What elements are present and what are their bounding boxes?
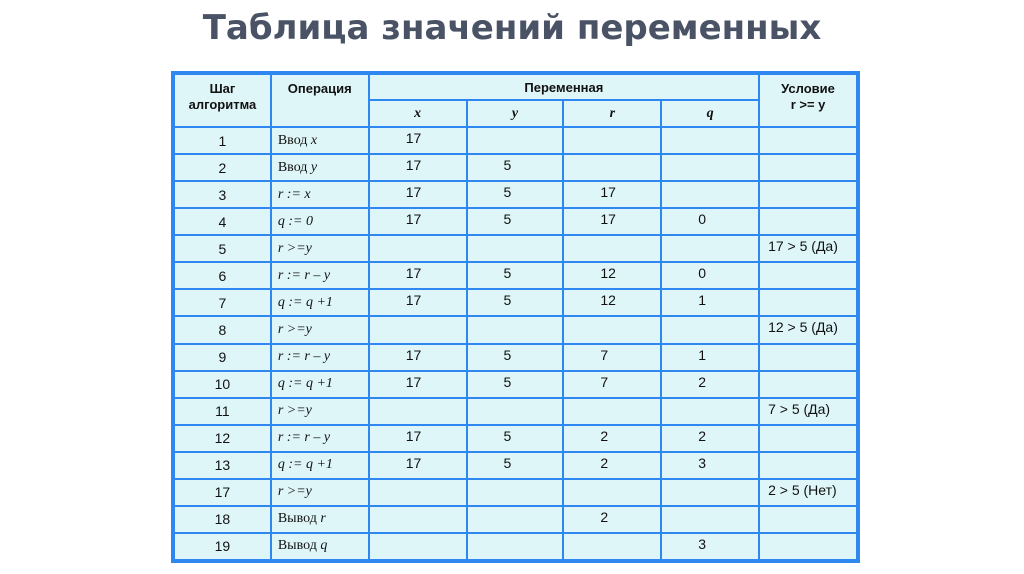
- cell-step: 19: [175, 534, 270, 559]
- cell-step: 3: [175, 182, 270, 207]
- cell-condition: [760, 290, 856, 315]
- cell-y: 5: [468, 182, 563, 207]
- cell-r: 2: [564, 453, 660, 478]
- cell-step: 4: [175, 209, 270, 234]
- cell-q: [662, 480, 758, 505]
- cell-operation: [272, 453, 368, 478]
- table-row: [175, 128, 856, 153]
- cell-q: 3: [662, 534, 758, 559]
- table-row: [175, 453, 856, 478]
- table-row: [175, 345, 856, 370]
- table-row: [175, 426, 856, 451]
- header-step-label: Шаг алгоритма: [188, 81, 257, 112]
- cell-q: 2: [662, 426, 758, 451]
- cell-y: 5: [468, 290, 563, 315]
- cell-operation: [272, 507, 368, 532]
- cell-condition: 7 > 5 (Да): [760, 399, 856, 424]
- header-variable-label: Переменная: [524, 79, 604, 95]
- cell-x: 17: [370, 345, 466, 370]
- cell-y: 5: [468, 426, 563, 451]
- cell-step: 2: [175, 155, 270, 180]
- page-title: Таблица значений переменных: [202, 8, 822, 48]
- cell-r: [564, 128, 660, 153]
- cell-x: 17: [370, 155, 466, 180]
- cell-x: 17: [370, 128, 466, 153]
- cell-operation: [272, 182, 368, 207]
- operation-expression: q := q +1: [277, 457, 333, 473]
- cell-step: 8: [175, 317, 270, 342]
- cell-x: 17: [370, 182, 466, 207]
- table-row: [175, 480, 856, 505]
- operation-expression: r >=y: [277, 240, 312, 256]
- cell-step: 13: [175, 453, 270, 478]
- table-body: [175, 128, 856, 559]
- cell-r: [564, 399, 660, 424]
- cell-r: 12: [564, 290, 660, 315]
- cell-step: 12: [175, 426, 270, 451]
- variables-table-frame: [171, 71, 860, 563]
- cell-y: 5: [468, 155, 563, 180]
- cell-condition: [760, 372, 856, 397]
- header-y: y: [468, 101, 563, 126]
- cell-condition: [760, 534, 856, 559]
- cell-q: 0: [662, 209, 758, 234]
- cell-y: 5: [468, 372, 563, 397]
- cell-r: 12: [564, 263, 660, 288]
- operation-expression: r: [320, 511, 326, 527]
- cell-x: 17: [370, 263, 466, 288]
- variables-table: [173, 73, 858, 561]
- cell-r: 17: [564, 182, 660, 207]
- cell-r: [564, 534, 660, 559]
- operation-expression: r := r – y: [277, 267, 331, 283]
- operation-word: Вывод: [277, 511, 321, 527]
- cell-x: [370, 534, 466, 559]
- cell-operation: [272, 290, 368, 315]
- cell-r: [564, 236, 660, 261]
- cell-y: [468, 317, 563, 342]
- cell-step: 1: [175, 128, 270, 153]
- table-row: [175, 290, 856, 315]
- cell-x: [370, 317, 466, 342]
- cell-operation: [272, 128, 368, 153]
- cell-condition: 17 > 5 (Да): [760, 236, 856, 261]
- cell-x: [370, 399, 466, 424]
- cell-operation: [272, 426, 368, 451]
- table-row: [175, 372, 856, 397]
- table-row: [175, 236, 856, 261]
- cell-r: 7: [564, 345, 660, 370]
- cell-r: 17: [564, 209, 660, 234]
- cell-q: [662, 236, 758, 261]
- cell-operation: [272, 399, 368, 424]
- header-operation-label: Операция: [287, 81, 352, 96]
- cell-step: 11: [175, 399, 270, 424]
- cell-q: [662, 507, 758, 532]
- cell-step: 17: [175, 480, 270, 505]
- table-row: [175, 317, 856, 342]
- cell-step: 9: [175, 345, 270, 370]
- cell-y: 5: [468, 453, 563, 478]
- header-x: x: [370, 101, 466, 126]
- table-row: [175, 507, 856, 532]
- operation-expression: r := r – y: [277, 430, 331, 446]
- operation-expression: q := 0: [277, 213, 313, 229]
- cell-r: [564, 480, 660, 505]
- cell-operation: [272, 317, 368, 342]
- cell-x: 17: [370, 290, 466, 315]
- cell-step: 7: [175, 290, 270, 315]
- table-row: [175, 399, 856, 424]
- cell-q: 0: [662, 263, 758, 288]
- cell-q: 3: [662, 453, 758, 478]
- table-row: [175, 209, 856, 234]
- cell-y: [468, 128, 563, 153]
- cell-operation: [272, 209, 368, 234]
- cell-r: [564, 155, 660, 180]
- cell-operation: [272, 236, 368, 261]
- cell-y: [468, 399, 563, 424]
- operation-word: Ввод: [277, 159, 311, 175]
- operation-expression: r := x: [277, 186, 311, 202]
- cell-step: 10: [175, 372, 270, 397]
- header-step: [175, 75, 270, 126]
- cell-y: 5: [468, 263, 563, 288]
- header-operation: [272, 75, 368, 126]
- cell-condition: [760, 345, 856, 370]
- cell-operation: [272, 345, 368, 370]
- cell-x: 17: [370, 372, 466, 397]
- operation-expression: q: [320, 538, 328, 554]
- cell-operation: [272, 534, 368, 559]
- cell-x: [370, 480, 466, 505]
- cell-y: [468, 534, 563, 559]
- cell-q: [662, 182, 758, 207]
- cell-x: [370, 507, 466, 532]
- cell-operation: [272, 263, 368, 288]
- cell-y: 5: [468, 209, 563, 234]
- cell-condition: [760, 128, 856, 153]
- cell-x: 17: [370, 426, 466, 451]
- header-condition: [760, 75, 856, 126]
- cell-y: [468, 507, 563, 532]
- cell-condition: [760, 426, 856, 451]
- cell-step: 6: [175, 263, 270, 288]
- cell-condition: [760, 507, 856, 532]
- cell-x: 17: [370, 209, 466, 234]
- table-row: [175, 155, 856, 180]
- cell-q: [662, 155, 758, 180]
- cell-q: [662, 317, 758, 342]
- cell-condition: [760, 182, 856, 207]
- cell-condition: [760, 263, 856, 288]
- cell-condition: [760, 155, 856, 180]
- table-row: [175, 182, 856, 207]
- cell-q: 2: [662, 372, 758, 397]
- cell-operation: [272, 372, 368, 397]
- cell-y: 5: [468, 345, 563, 370]
- operation-expression: r := r – y: [277, 349, 331, 365]
- cell-y: [468, 236, 563, 261]
- header-condition-expr: r >= y: [790, 97, 826, 112]
- cell-condition: 2 > 5 (Нет): [760, 480, 856, 505]
- cell-condition: [760, 209, 856, 234]
- cell-operation: [272, 480, 368, 505]
- operation-word: Ввод: [277, 132, 311, 148]
- table-row: [175, 263, 856, 288]
- header-condition-label: Условие: [781, 81, 835, 96]
- cell-r: 7: [564, 372, 660, 397]
- operation-expression: y: [310, 159, 318, 175]
- header-q: q: [662, 101, 758, 126]
- cell-q: 1: [662, 290, 758, 315]
- cell-step: 18: [175, 507, 270, 532]
- header-variable: [370, 75, 758, 99]
- cell-r: 2: [564, 426, 660, 451]
- cell-r: 2: [564, 507, 660, 532]
- operation-word: Вывод: [277, 538, 321, 554]
- cell-q: 1: [662, 345, 758, 370]
- cell-condition: 12 > 5 (Да): [760, 317, 856, 342]
- cell-step: 5: [175, 236, 270, 261]
- operation-expression: r >=y: [277, 484, 312, 500]
- cell-operation: [272, 155, 368, 180]
- operation-expression: q := q +1: [277, 376, 333, 392]
- cell-condition: [760, 453, 856, 478]
- operation-expression: x: [310, 132, 318, 148]
- cell-y: [468, 480, 563, 505]
- operation-expression: q := q +1: [277, 294, 333, 310]
- table-row: [175, 534, 856, 559]
- cell-x: [370, 236, 466, 261]
- operation-expression: r >=y: [277, 403, 312, 419]
- cell-x: 17: [370, 453, 466, 478]
- cell-q: [662, 128, 758, 153]
- cell-r: [564, 317, 660, 342]
- cell-q: [662, 399, 758, 424]
- operation-expression: r >=y: [277, 321, 312, 337]
- header-r: r: [564, 101, 660, 126]
